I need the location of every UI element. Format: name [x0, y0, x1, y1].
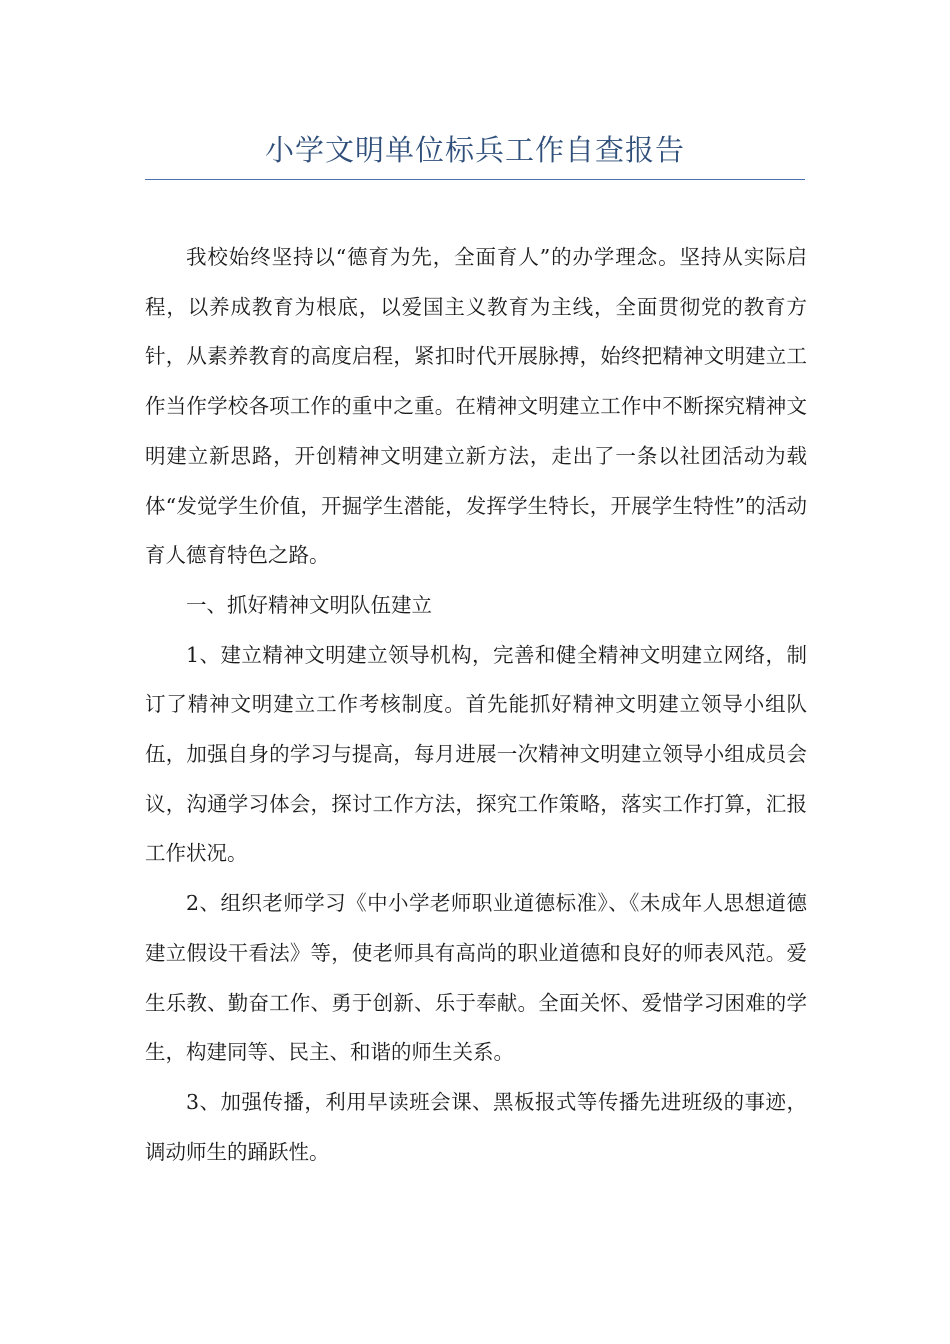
document-title: 小学文明单位标兵工作自查报告 [264, 133, 685, 167]
paragraph-item-2: 2、组织老师学习《中小学老师职业道德标准》、《未成年人思想道德建立假设干看法》等，使老师具有高尚的职业道德和良好的师表风范。爱生乐教、勤奋工作、勇于创新、乐于奉献。全面关怀、爱惜学习困难的学生，构建同等、民主、和谐的师生关系。 [145, 891, 807, 1065]
document-body [145, 233, 807, 1177]
paragraph-intro: 我校始终坚持以“德育为先，全面育人”的办学理念。坚持从实际启程，以养成教育为根底，以爱国主义教育为主线，全面贯彻党的教育方针，从素养教育的高度启程，紧扣时代开展脉搏，始终把精神文明建立工作当作学校各项工作的重中之重。在精神文明建立工作中不断探究精神文明建立新思路，开创精神文明建立新方法，走出了一条以社团活动为载体“发觉学生价值，开掘学生潜能，发挥学生特长，开展学生特性”的活动育人德育特色之路。 [145, 245, 807, 568]
section-heading-1: 一、抓好精神文明队伍建立 [186, 592, 432, 617]
paragraph-item-1: 1、建立精神文明建立领导机构，完善和健全精神文明建立网络，制订了精神文明建立工作考核制度。首先能抓好精神文明建立领导小组队伍，加强自身的学习与提高，每月进展一次精神文明建立领导小组成员会议，沟通学习体会，探讨工作方法，探究工作策略，落实工作打算，汇报工作状况。 [145, 642, 807, 866]
title-underline [145, 179, 805, 180]
paragraph-item-3: 3、加强传播，利用早读班会课、黑板报式等传播先进班级的事迹，调动师生的踊跃性。 [145, 1089, 807, 1164]
